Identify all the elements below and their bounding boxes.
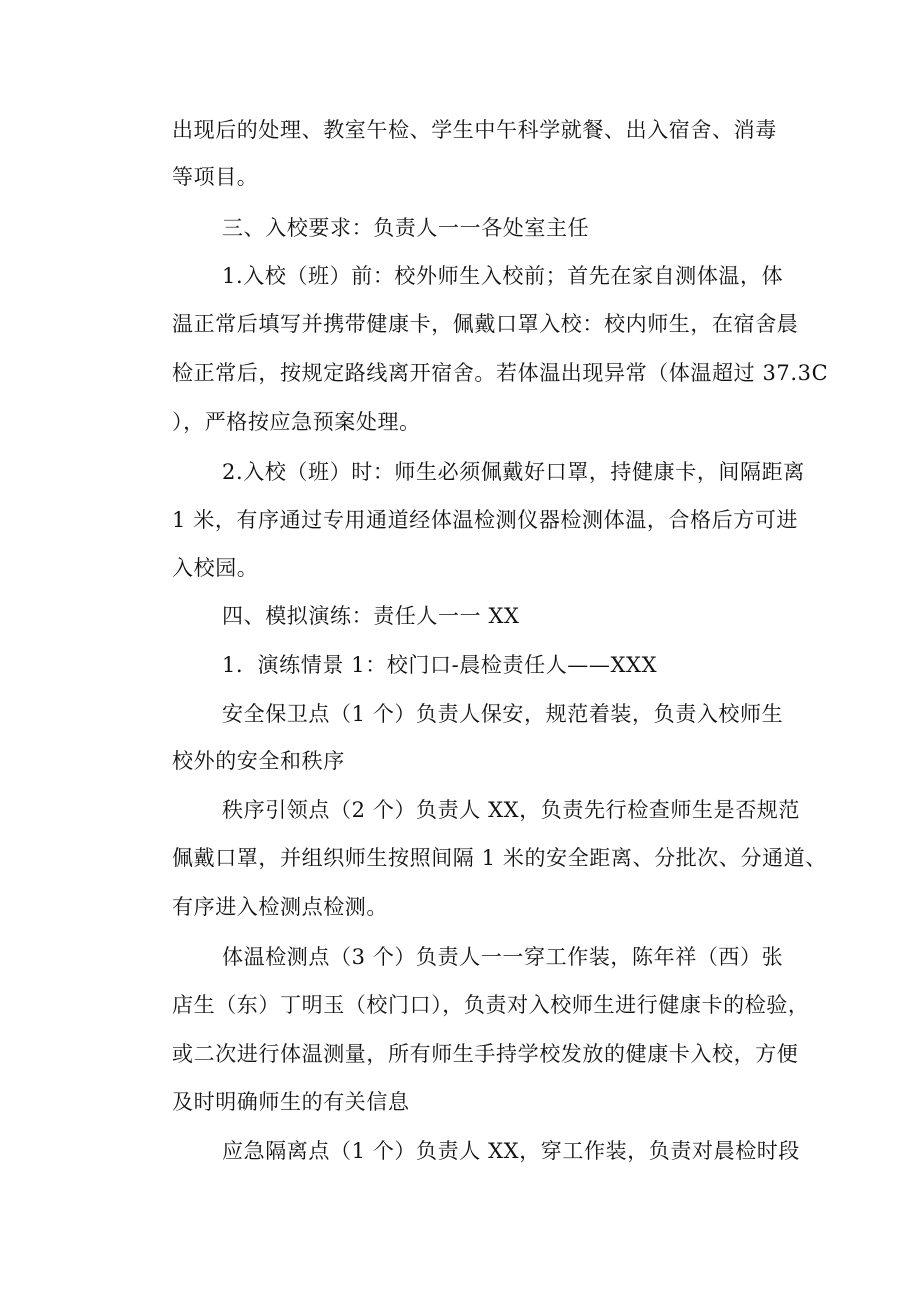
text-line: 体温检测点（3 个）负责人一一穿工作装，陈年祥（西）张 [222,945,784,969]
text-line: 1.入校（班）前：校外师生入校前；首先在家自测体温，体 [222,264,784,288]
text-line: 等项目。 [172,165,259,189]
section-heading: 四、模拟演练：责任人一一 XX [222,604,520,628]
text-line: 校外的安全和秩序 [172,749,345,773]
text-line: ），严格按应急预案处理。 [172,410,421,434]
text-line: 安全保卫点（1 个）负责人保安，规范着装，负责入校师生 [222,702,784,726]
text-line: 及时明确师生的有关信息 [172,1090,410,1114]
text-line: 或二次进行体温测量，所有师生手持学校发放的健康卡入校，方便 [172,1042,799,1066]
text-line: 1．演练情景 1：校门口-晨检责任人——XXX [222,653,658,677]
text-line: 佩戴口罩，并组织师生按照间隔 1 米的安全距离、分批次、分通道、 [172,846,827,870]
text-line: 入校园。 [172,556,259,580]
text-line: 检正常后，按规定路线离开宿舍。若体温出现异常（体温超过 37.3C [172,361,829,385]
text-line: 店生（东）丁明玉（校门口），负责对入校师生进行健康卡的检验， [172,993,810,1017]
text-line: 出现后的处理、教室午检、学生中午科学就餐、出入宿舍、消毒 [172,118,777,142]
text-line: 应急隔离点（1 个）负责人 XX，穿工作装，负责对晨检时段 [222,1139,801,1163]
text-line: 温正常后填写并携带健康卡，佩戴口罩入校：校内师生，在宿舍晨 [172,312,799,336]
text-line: 2.入校（班）时：师生必须佩戴好口罩，持健康卡，间隔距离 [222,460,805,484]
section-heading: 三、入校要求：负责人一一各处室主任 [222,216,590,240]
text-line: 1 米，有序通过专用通道经体温检测仪器检测体温，合格后方可进 [172,508,799,532]
text-line: 有序进入检测点检测。 [172,895,388,919]
text-line: 秩序引领点（2 个）负责人 XX，负责先行检查师生是否规范 [222,798,801,822]
